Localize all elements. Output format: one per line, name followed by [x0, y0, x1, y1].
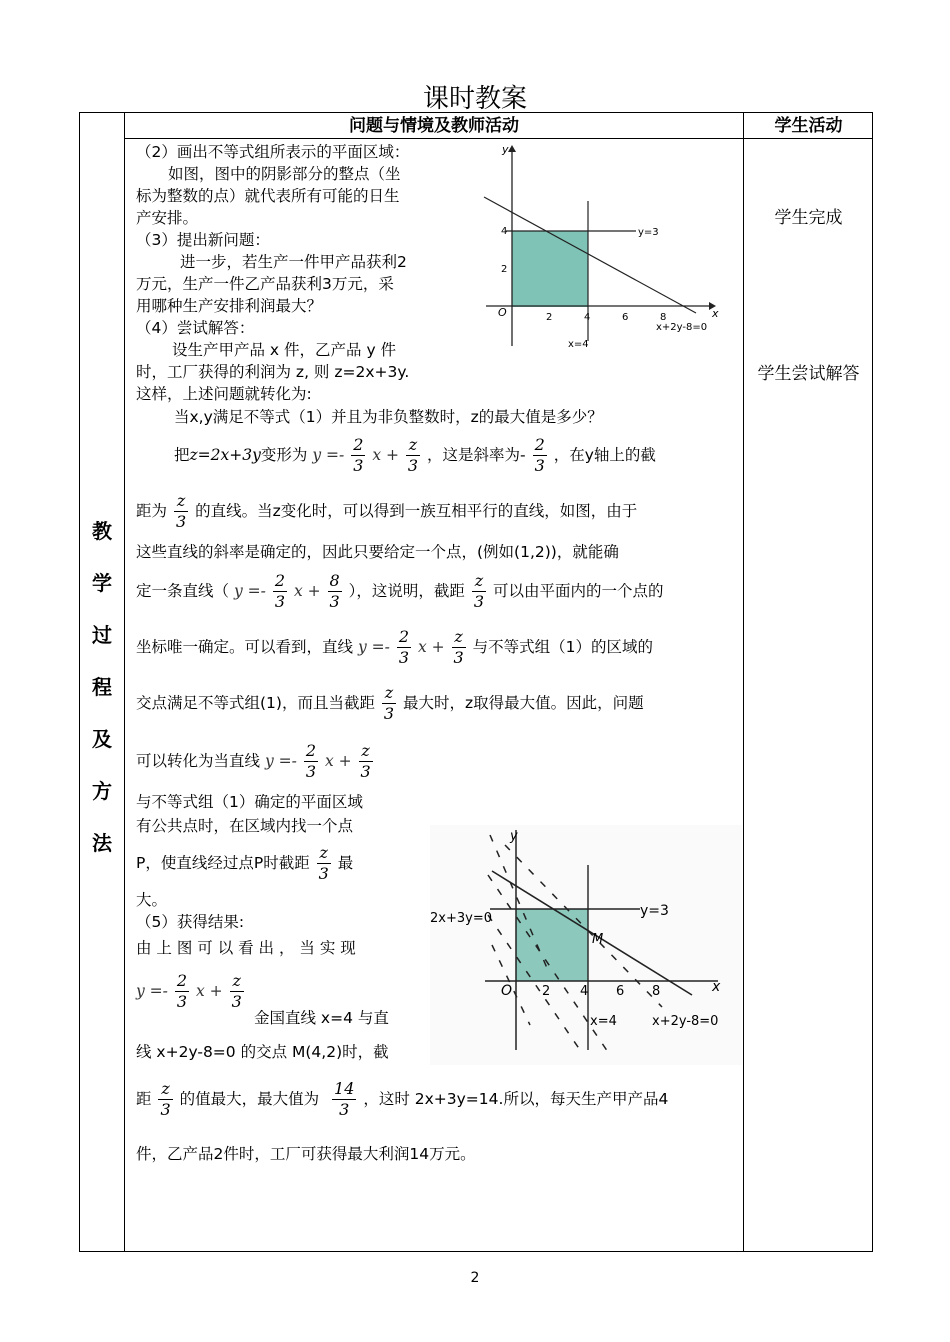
line-15: 大。 — [136, 891, 168, 909]
line-13: 有公共点时，在区域内找一个点 — [136, 817, 354, 835]
p5-line2: 金国直线 x=4 与直 — [254, 1009, 389, 1027]
p5-line3: 线 x+2y-8=0 的交点 M(4,2)时，截 — [136, 1043, 389, 1061]
feasible-region-graph — [476, 141, 738, 363]
label-objective: 2x+3y=0 — [430, 911, 492, 926]
p3-title: （3）提出新问题： — [136, 231, 270, 249]
p4-line3: 这样，上述问题就转化为: — [136, 385, 312, 403]
col-divider-2 — [743, 113, 744, 1251]
label-y3-2: y=3 — [640, 903, 669, 919]
y-axis-arrow-icon — [508, 145, 516, 152]
objective-lines-graph — [430, 825, 742, 1065]
p4-line1: 设生产甲产品 x 件，乙产品 y 件 — [172, 341, 397, 359]
tick-x4: 4 — [584, 312, 591, 323]
label-y3: y=3 — [638, 227, 659, 238]
p5-line-eq: y =- $\frac{2}{3}$ x + $\frac{z}{3}$ — [136, 971, 242, 1011]
side-label: 教 学 过 程 及 方 法 — [92, 519, 112, 855]
x-label-2: x — [712, 979, 721, 995]
tick-y4: 4 — [501, 226, 508, 237]
tick-x4-2: 4 — [580, 984, 589, 999]
student-activity-1: 学生完成 — [774, 208, 843, 228]
line-11: 可以转化为当直线 y =- $\frac{2}{3}$ x + $\frac{z}{3}$ — [136, 741, 371, 781]
header-student: 学生活动 — [774, 116, 843, 136]
doc-title: 课时教案 — [422, 84, 527, 114]
p5-line5: 件，乙产品2件时，工厂可获得最大利润14万元。 — [136, 1145, 476, 1163]
x-label: x — [712, 307, 719, 320]
col-divider-1 — [124, 113, 125, 1251]
tick-y2: 2 — [501, 264, 508, 275]
p4-line2: 时，工厂获得的利润为 z, 则 z=2x+3y. — [136, 363, 410, 381]
p5-title: （5）获得结果: — [136, 913, 245, 931]
origin-label: O — [498, 306, 507, 319]
line-6: 距为 $\frac{z}{3}$ 的直线。当z变化时，可以得到一族互相平行的直线，如图，由于 — [136, 491, 638, 531]
p2-title: （2）画出不等式组所表示的平面区域： — [136, 143, 410, 161]
y-label-2: y — [510, 829, 518, 844]
tick-x8-2: 8 — [652, 984, 661, 999]
p5-line1: 由 上 图 可 以 看 出 ， 当 实 现 — [136, 939, 356, 957]
p3-line1: 进一步，若生产一件甲产品获利2 — [180, 253, 407, 271]
tick-x8: 8 — [660, 312, 667, 323]
line-14: P，使直线经过点P时截距 $\frac{z}{3}$ 最 — [136, 843, 354, 883]
line-9: 坐标唯一确定。可以看到，直线 y =- $\frac{2}{3}$ x + $\frac{z}{3}$ 与不等式组（1）的区域的 — [136, 627, 654, 667]
tick-x2-2: 2 — [542, 984, 551, 999]
header-main: 问题与情境及教师活动 — [349, 116, 519, 136]
question-line: 当x,y满足不等式（1）并且为非负整数时，z的最大值是多少？ — [174, 408, 603, 426]
line-10: 交点满足不等式组(1)，而且当截距 $\frac{z}{3}$ 最大时，z取得最大值。因此，问题 — [136, 683, 644, 723]
label-x4-2: x=4 — [590, 1014, 617, 1029]
y-label: y — [502, 143, 509, 156]
label-constraint-2: x+2y-8=0 — [652, 1014, 719, 1029]
line-8: 定一条直线（ y =- $\frac{2}{3}$ x + $\frac{8}{3}$ ），这说明，截距 $\frac{z}{3}$ 可以由平面内的一个点的 — [136, 571, 664, 611]
line-12: 与不等式组（1）确定的平面区域 — [136, 793, 363, 811]
p2-line3: 产安排。 — [136, 209, 199, 227]
shaded-region — [512, 231, 588, 307]
p5-line4: 距 $\frac{z}{3}$ 的值最大，最大值为 $\frac{14}{3}$ ，这时 2x+3y=14.所以，每天生产甲产品4 — [136, 1079, 669, 1119]
p2-line2: 标为整数的点）就代表所有可能的日生 — [136, 187, 400, 205]
line-5: 把z=2x+3y变形为 y =- $\frac{2}{3}$ x + $\frac{z}{3}$ ，这是斜率为- $\frac{2}{3}$ ，在y轴上的截 — [174, 435, 656, 475]
tick-x2: 2 — [546, 312, 553, 323]
p4-title: （4）尝试解答： — [136, 319, 255, 337]
origin-label-2: O — [501, 983, 513, 999]
label-constraint: x+2y-8=0 — [656, 322, 708, 333]
p3-line2: 万元，生产一件乙产品获利3万元，采 — [136, 275, 394, 293]
page-number: 2 — [470, 1270, 480, 1286]
tick-x6: 6 — [622, 312, 629, 323]
p3-line3: 用哪种生产安排利润最大？ — [136, 297, 323, 315]
line-7: 这些直线的斜率是确定的，因此只要给定一个点，(例如(1,2))，就能确 — [136, 543, 619, 561]
student-activity-2: 学生尝试解答 — [757, 364, 860, 384]
label-m: M — [592, 932, 604, 947]
p2-line1: 如图，图中的阴影部分的整点（坐 — [168, 165, 401, 183]
lesson-table — [79, 112, 873, 1252]
label-x4: x=4 — [568, 339, 589, 350]
tick-x6-2: 6 — [616, 984, 625, 999]
